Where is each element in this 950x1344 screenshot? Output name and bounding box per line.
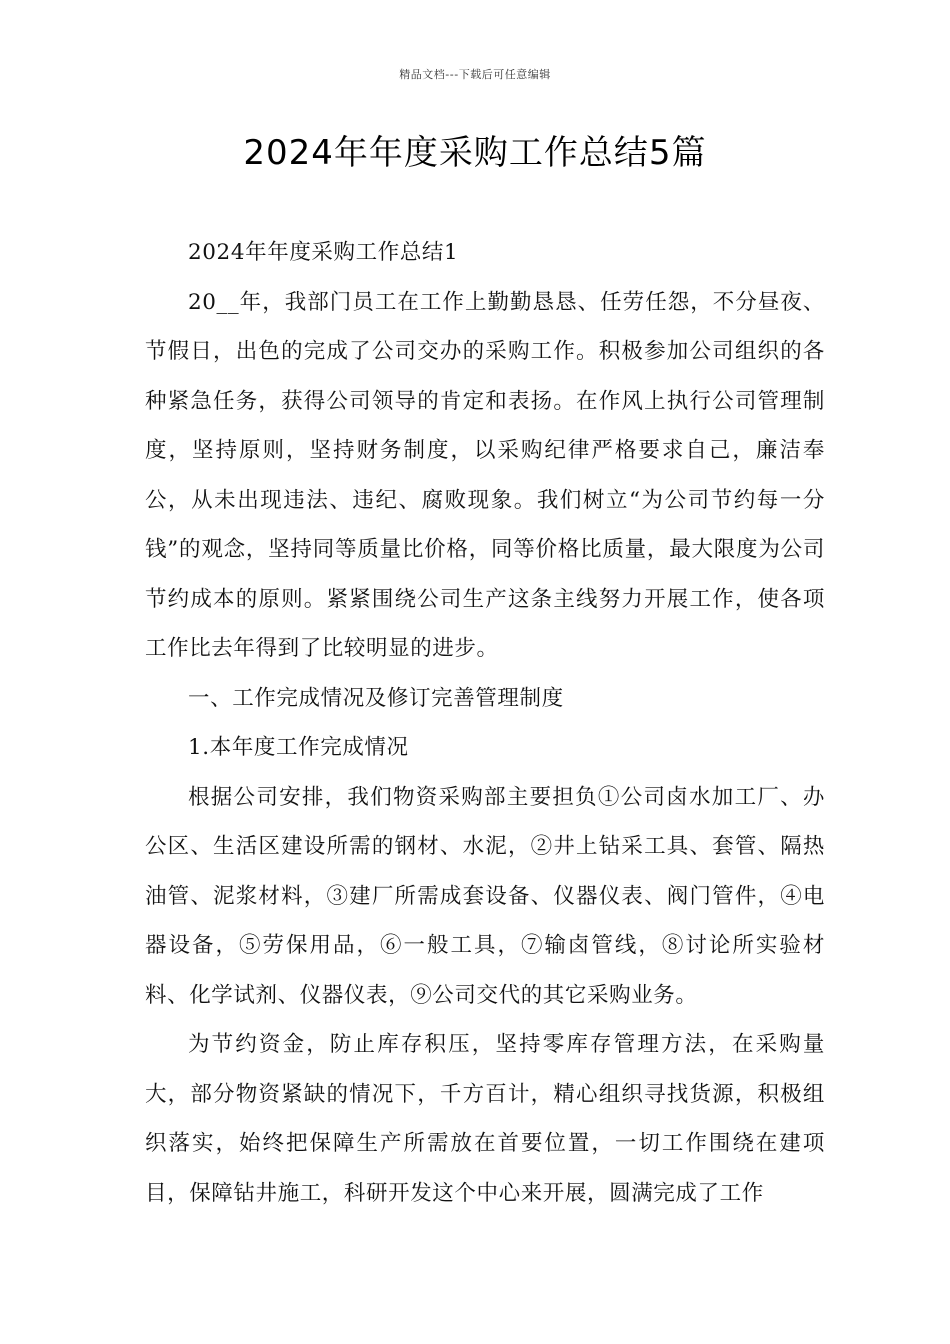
subsection-heading: 1.本年度工作完成情况	[188, 735, 409, 760]
body-paragraph: 根据公司安排，我们物资采购部主要担负①公司卤水加工厂、办公区、生活区建设所需的钢材、水泥，②井上钻采工具、套管、隔热油管、泥浆材料，③建厂所需成套设备、仪器仪表、阀门管件，④电器设备，⑤劳保用品，⑥一般工具，⑦输卤管线，⑧讨论所实验材料、化学试剂、仪器仪表，⑨公司交代的其它采购业务。	[145, 784, 825, 1008]
body-paragraph: 为节约资金，防止库存积压，坚持零库存管理方法，在采购量大，部分物资紧缺的情况下，千方百计，精心组织寻找货源，积极组织落实，始终把保障生产所需放在首要位置，一切工作围绕在建项目，保障钻井施工，科研开发这个中心来开展，圆满完成了工作	[145, 1032, 825, 1206]
document-body	[145, 228, 825, 1218]
page-header-note: 精品文档---下载后可任意编辑	[399, 68, 551, 81]
body-paragraph: 20__年，我部门员工在工作上勤勤恳恳、任劳任怨，不分昼夜、节假日，出色的完成了公司交办的采购工作。积极参加公司组织的各种紧急任务，获得公司领导的肯定和表扬。在作风上执行公司管理制度，坚持原则，坚持财务制度，以采购纪律严格要求自己，廉洁奉公，从未出现违法、违纪、腐败现象。我们树立“为公司节约每一分钱”的观念，坚持同等质量比价格，同等价格比质量，最大限度为公司节约成本的原则。紧紧围绕公司生产这条主线努力开展工作，使各项工作比去年得到了比较明显的进步。	[145, 289, 825, 661]
section-heading: 2024年年度采购工作总结1	[188, 240, 459, 265]
document-title: 2024年年度采购工作总结5篇	[243, 133, 707, 173]
subsection-heading: 一、工作完成情况及修订完善管理制度	[188, 685, 564, 711]
